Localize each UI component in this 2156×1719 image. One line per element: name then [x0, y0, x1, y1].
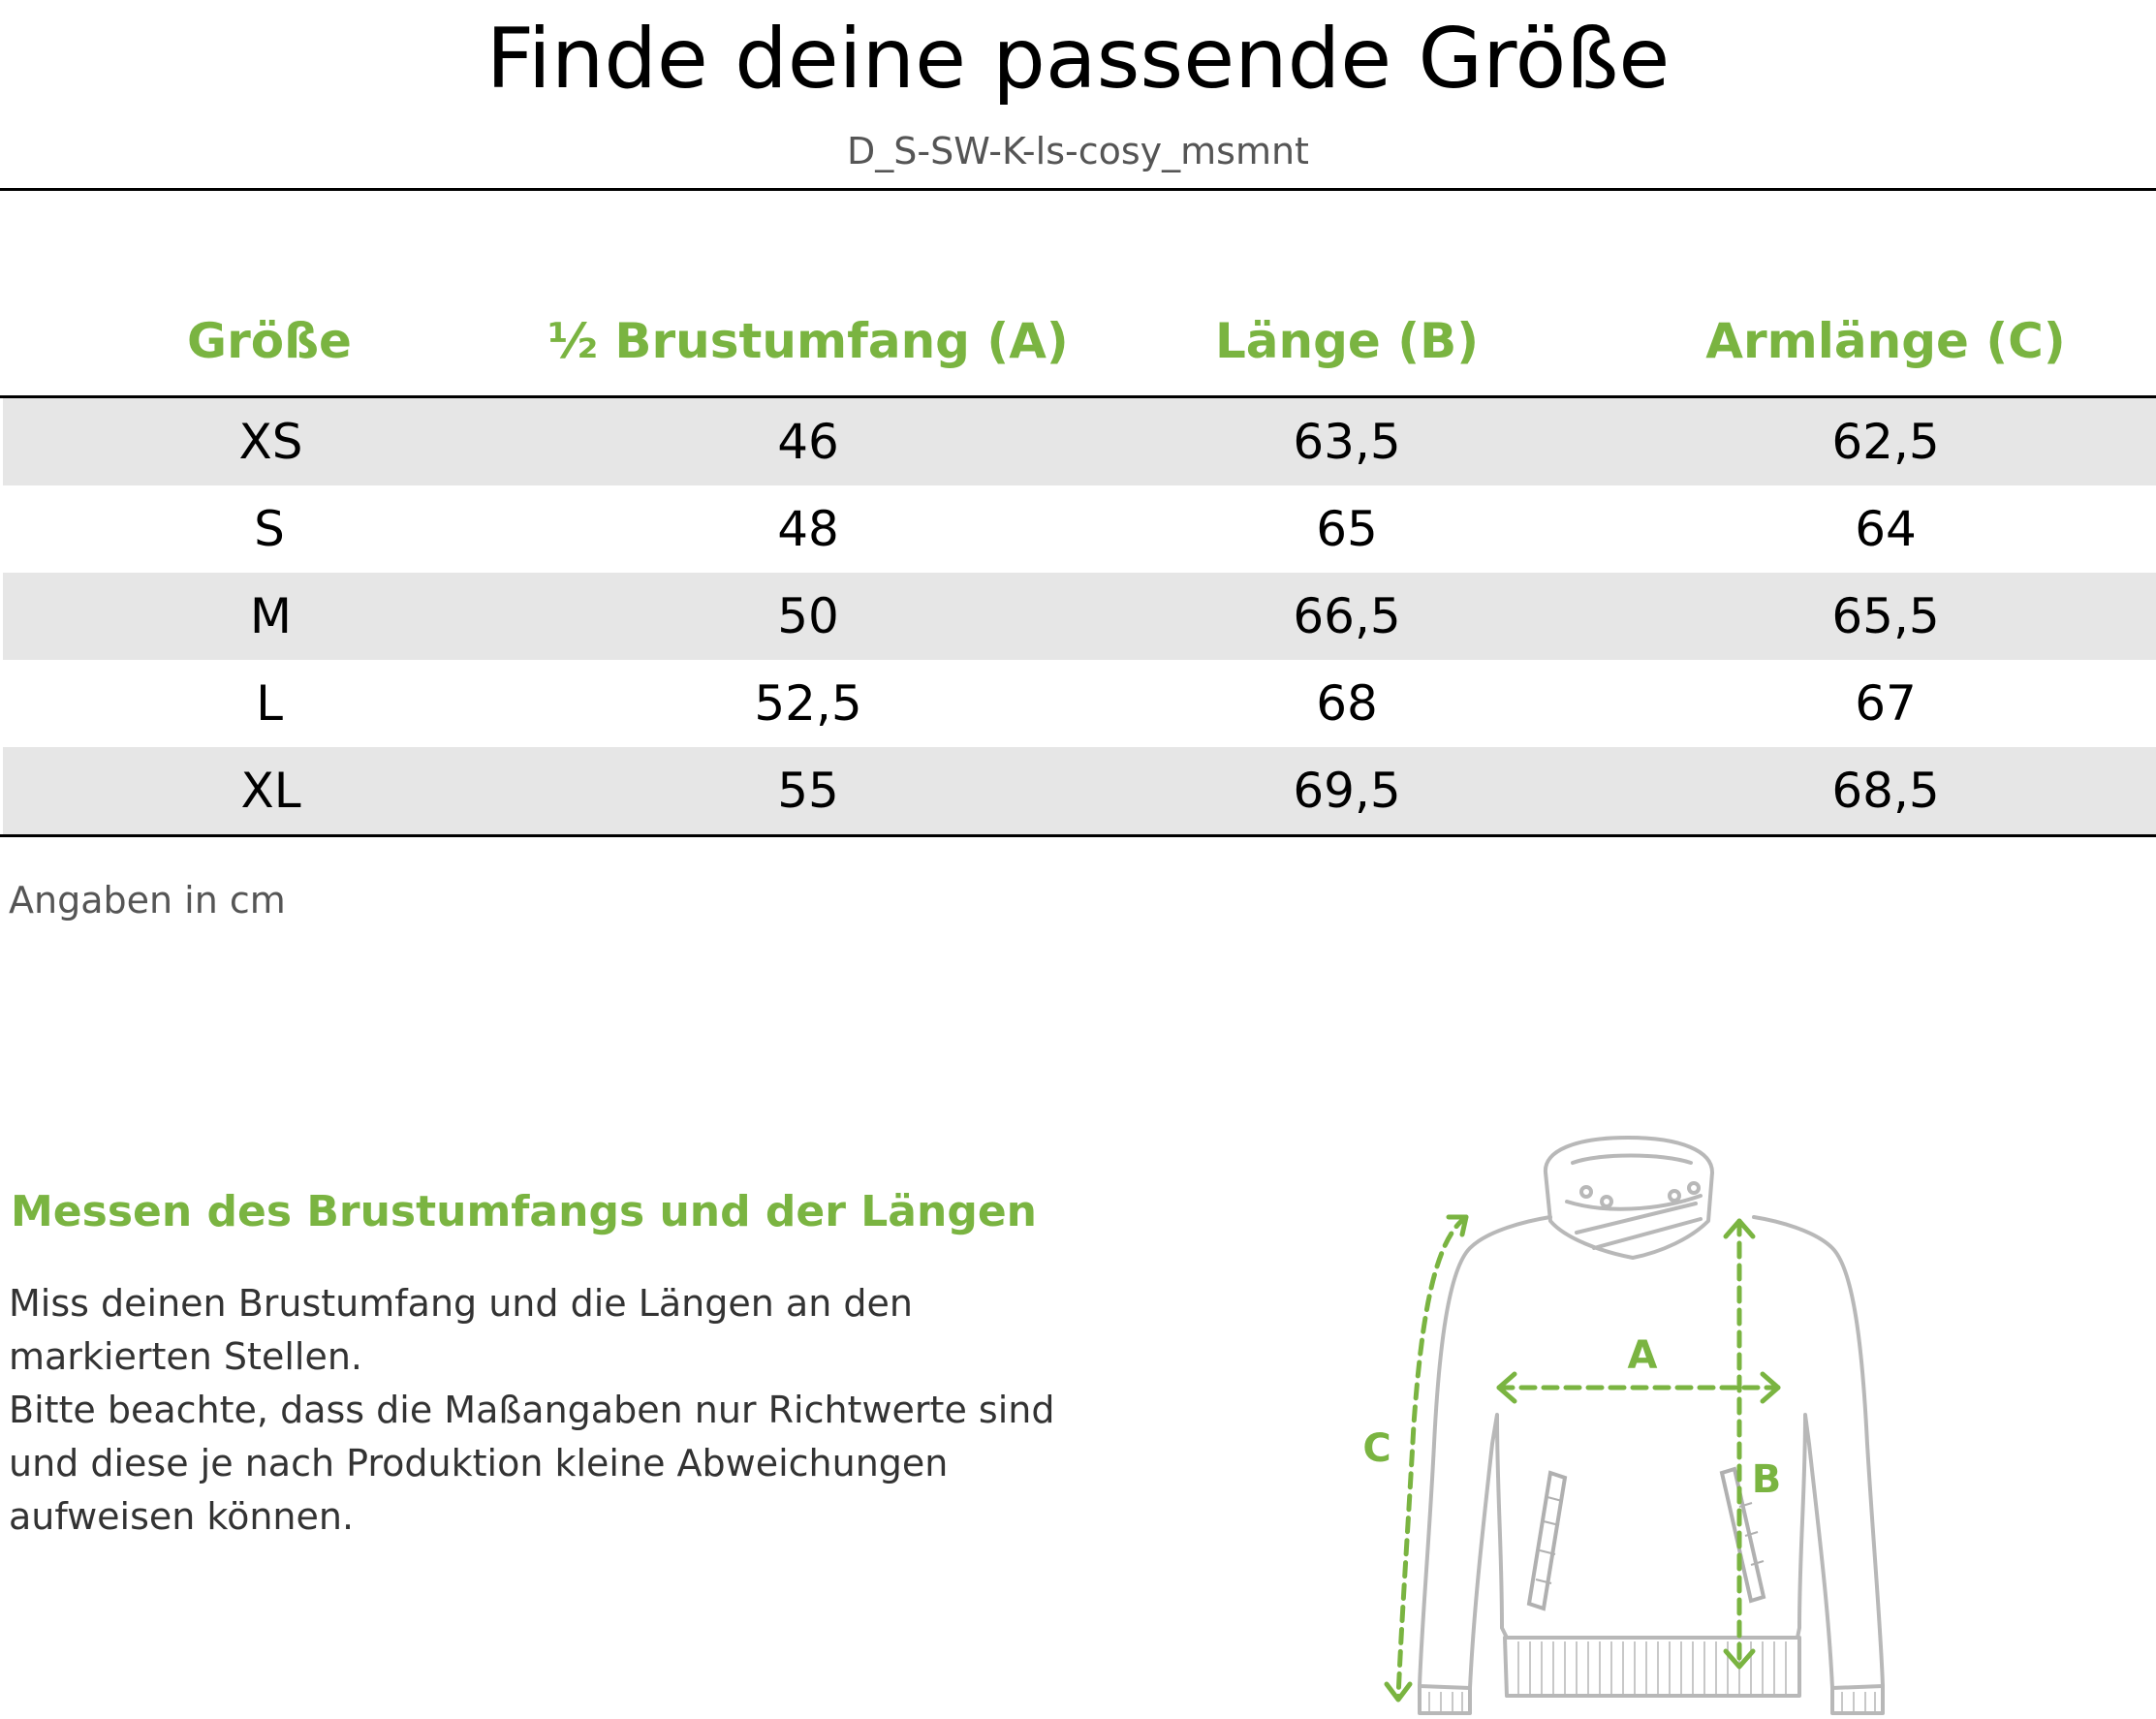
- column-header-sleeve: Armlänge (C): [1705, 313, 2066, 369]
- disclaimer-paragraph: Bitte beachte, dass die Maßangaben nur Richtwerte sind und diese je nach Produktion kleine Abweichungen aufweisen können.: [9, 1389, 1055, 1538]
- measurement-arrowheads: [1387, 1217, 1778, 1700]
- size-table: [0, 287, 2156, 837]
- cell-size: M: [249, 588, 293, 644]
- cell-size: L: [256, 675, 283, 732]
- cell-length: 65: [1316, 501, 1378, 557]
- cell-sleeve: 62,5: [1831, 414, 1940, 470]
- table-body: [0, 398, 2156, 837]
- cell-size: XS: [238, 414, 303, 470]
- hoodie-measurement-diagram: [1352, 1124, 1894, 1715]
- column-header-chest: ½ Brustumfang (A): [547, 313, 1069, 369]
- units-note: Angaben in cm: [9, 879, 286, 922]
- cell-sleeve: 68,5: [1831, 763, 1940, 819]
- table-row: [3, 573, 2156, 660]
- label-a: A: [1627, 1333, 1658, 1378]
- table-row: [3, 747, 2156, 834]
- cell-length: 68: [1316, 675, 1378, 732]
- pocket-zippers: [1529, 1469, 1764, 1609]
- product-code: D_S-SW-K-ls-cosy_msmnt: [847, 130, 1309, 172]
- cell-sleeve: 64: [1855, 501, 1917, 557]
- table-row: [0, 485, 2156, 573]
- table-header: [0, 287, 2156, 398]
- measurement-lines: [1398, 1217, 1778, 1698]
- cell-chest: 52,5: [754, 675, 862, 732]
- table-row: [3, 398, 2156, 485]
- instruction-paragraph: Miss deinen Brustumfang und die Längen an den markierten Stellen.: [9, 1282, 913, 1378]
- cell-chest: 46: [777, 414, 839, 470]
- cell-length: 69,5: [1293, 763, 1401, 819]
- section-heading: Messen des Brustumfangs und der Längen: [11, 1187, 1037, 1236]
- cell-length: 63,5: [1293, 414, 1401, 470]
- cell-size: XL: [240, 763, 301, 819]
- column-header-length: Länge (B): [1214, 313, 1480, 369]
- table-row: [0, 660, 2156, 747]
- column-header-size: Größe: [187, 313, 352, 369]
- measure-instructions: [9, 1277, 1113, 1544]
- cell-length: 66,5: [1293, 588, 1401, 644]
- cell-sleeve: 65,5: [1831, 588, 1940, 644]
- label-b: B: [1751, 1457, 1782, 1502]
- cell-chest: 48: [777, 501, 839, 557]
- cell-sleeve: 67: [1855, 675, 1917, 732]
- page-title: Finde deine passende Größe: [485, 11, 1671, 108]
- label-c: C: [1362, 1426, 1391, 1471]
- cell-size: S: [254, 501, 285, 557]
- cell-chest: 50: [777, 588, 839, 644]
- hoodie-outline: [1420, 1138, 1883, 1713]
- rib-texture: [1429, 1641, 1875, 1711]
- top-divider: [0, 188, 2156, 191]
- cell-chest: 55: [777, 763, 839, 819]
